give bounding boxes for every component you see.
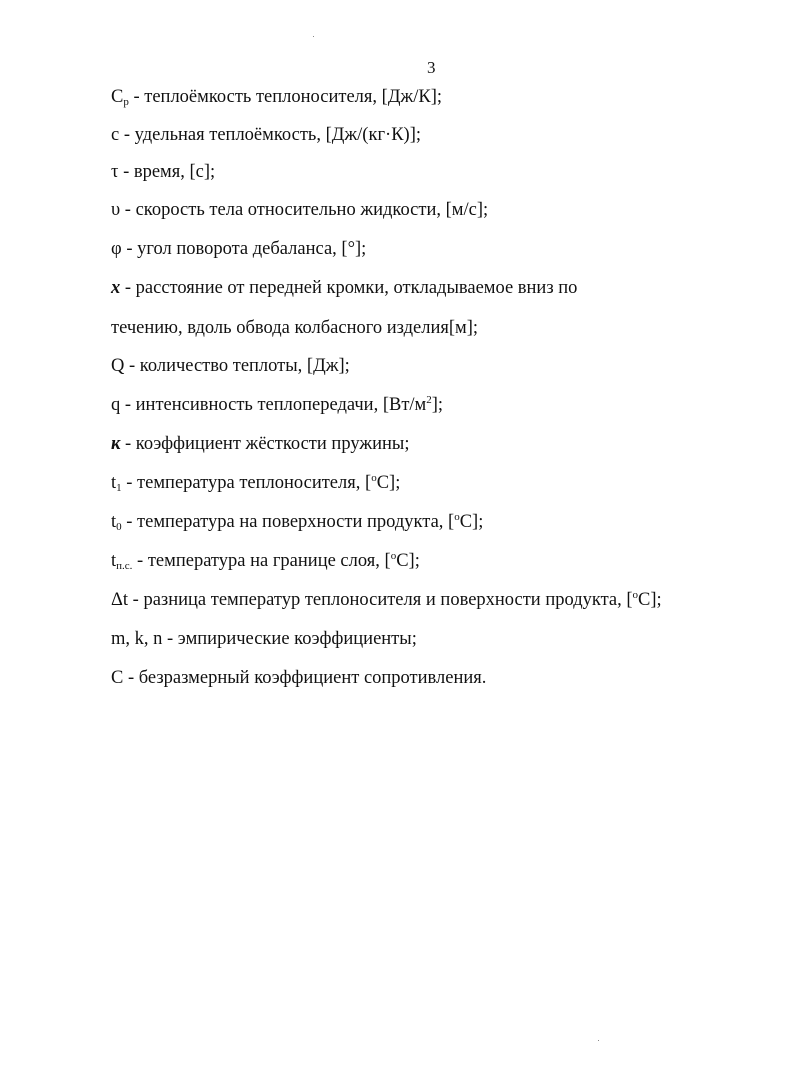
symbol-c-drag: C xyxy=(111,668,124,688)
definition-tail: C]; xyxy=(638,590,662,610)
symbol-t0: t xyxy=(111,512,117,532)
definition-text: - расстояние от передней кромки, откладываемое вниз по xyxy=(120,278,578,298)
definition-text: - скорость тела относительно жидкости, [м/с]; xyxy=(120,200,489,220)
symbol-mkn: m, k, n xyxy=(111,629,163,649)
definition-distance-continuation xyxy=(111,317,478,339)
symbol-tau: τ xyxy=(111,162,119,182)
definition-specific-heat xyxy=(111,124,421,146)
definition-text: - эмпирические коэффициенты; xyxy=(162,629,417,649)
definition-spring-stiffness xyxy=(111,433,409,455)
degree-superscript: o xyxy=(390,550,397,562)
definition-text: - коэффициент жёсткости пружины; xyxy=(120,434,410,454)
definition-text: - температура на границе слоя, [ xyxy=(132,551,391,571)
page-number: 3 xyxy=(427,58,436,77)
degree-superscript: o xyxy=(371,472,377,484)
unit-superscript: 2 xyxy=(426,394,432,406)
definition-text: - безразмерный коэффициент сопротивления. xyxy=(123,668,487,688)
symbol-tps-subscript: п.с. xyxy=(116,560,133,572)
definition-text: течению, вдоль обвода колбасного изделия[м]; xyxy=(111,318,479,338)
definition-text: - интенсивность теплопередачи, [Вт/м xyxy=(120,395,427,415)
symbol-delta-t: Δt xyxy=(111,590,129,610)
degree-superscript: o xyxy=(632,589,639,601)
definition-rotation-angle xyxy=(111,238,366,260)
definition-text: - теплоёмкость теплоносителя, [Дж/К]; xyxy=(128,87,442,107)
symbol-cp: C xyxy=(111,87,124,107)
symbol-upsilon: υ xyxy=(111,200,121,220)
definition-heat-quantity xyxy=(111,355,350,377)
definition-drag-coefficient xyxy=(111,667,486,689)
definition-text: - количество теплоты, [Дж]; xyxy=(124,356,350,376)
definition-distance xyxy=(111,277,577,299)
definition-text: - температура на поверхности продукта, [ xyxy=(121,512,455,532)
symbol-x: x xyxy=(111,278,121,298)
definition-time xyxy=(111,161,215,183)
symbol-q-lower: q xyxy=(111,395,121,415)
symbol-t0-subscript: 0 xyxy=(116,521,122,533)
definition-heat-transfer-intensity xyxy=(111,394,443,416)
definition-velocity xyxy=(111,199,488,221)
scan-speck-top xyxy=(313,36,314,37)
symbol-phi: φ xyxy=(111,239,122,259)
symbol-t1: t xyxy=(111,473,117,493)
definition-tail: ]; xyxy=(431,395,444,415)
symbol-c: c xyxy=(111,125,120,145)
definition-text: - температура теплоносителя, [ xyxy=(121,473,372,493)
definition-surface-temperature xyxy=(111,511,483,533)
scan-speck-bottom xyxy=(598,1040,599,1041)
definition-heat-capacity xyxy=(111,86,442,108)
definition-layer-boundary-temperature xyxy=(111,550,420,572)
symbol-q-upper: Q xyxy=(111,356,125,376)
definition-coolant-temperature xyxy=(111,472,400,494)
definition-tail: C]; xyxy=(376,473,401,493)
definition-text: - время, [с]; xyxy=(118,162,216,182)
definition-empirical-coefficients xyxy=(111,628,417,650)
symbol-cp-subscript: p xyxy=(123,96,129,108)
symbol-tps: t xyxy=(111,551,117,571)
definition-text: - разница температур теплоносителя и поверхности продукта, [ xyxy=(128,590,633,610)
symbol-kappa: к xyxy=(111,434,121,454)
degree-superscript: o xyxy=(454,511,460,523)
definition-temperature-difference xyxy=(111,589,662,611)
definition-text: - удельная теплоёмкость, [Дж/(кг·К)]; xyxy=(119,125,421,145)
definition-tail: C]; xyxy=(396,551,420,571)
symbol-t1-subscript: 1 xyxy=(116,482,122,494)
definition-tail: C]; xyxy=(459,512,484,532)
definition-text: - угол поворота дебаланса, [°]; xyxy=(121,239,367,259)
